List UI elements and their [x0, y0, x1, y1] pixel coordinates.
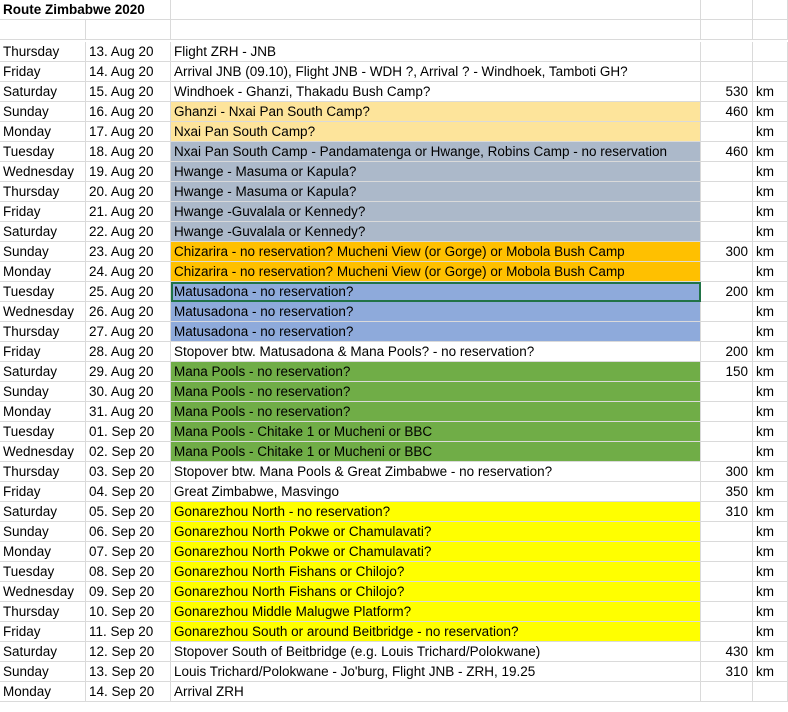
day-cell[interactable]: Wednesday — [0, 442, 86, 462]
unit-cell[interactable]: km — [753, 462, 788, 482]
table-row — [0, 462, 788, 482]
table-row — [0, 322, 788, 342]
activity-cell[interactable]: Mana Pools - no reservation? — [171, 362, 701, 382]
date-cell[interactable]: 14. Aug 20 — [86, 62, 171, 82]
table-row — [0, 602, 788, 622]
table-row — [0, 542, 788, 562]
unit-cell[interactable]: km — [753, 382, 788, 402]
table-row — [0, 502, 788, 522]
activity-cell[interactable]: Ghanzi - Nxai Pan South Camp? — [171, 102, 701, 122]
unit-cell[interactable]: km — [753, 442, 788, 462]
distance-cell[interactable] — [701, 602, 753, 622]
day-cell[interactable]: Sunday — [0, 242, 86, 262]
unit-cell[interactable]: km — [753, 562, 788, 582]
unit-cell[interactable]: km — [753, 202, 788, 222]
date-cell[interactable]: 28. Aug 20 — [86, 342, 171, 362]
activity-cell[interactable]: Stopover South of Beitbridge (e.g. Louis Trichard/Polokwane) — [171, 642, 701, 662]
date-cell[interactable]: 29. Aug 20 — [86, 362, 171, 382]
distance-cell[interactable]: 460 — [701, 102, 753, 122]
table-row — [0, 402, 788, 422]
distance-cell[interactable] — [701, 682, 753, 702]
blank-row — [0, 20, 788, 40]
empty-cell[interactable] — [0, 20, 86, 40]
date-cell[interactable]: 11. Sep 20 — [86, 622, 171, 642]
date-cell[interactable]: 08. Sep 20 — [86, 562, 171, 582]
unit-cell[interactable]: km — [753, 522, 788, 542]
date-cell[interactable]: 06. Sep 20 — [86, 522, 171, 542]
date-cell[interactable]: 27. Aug 20 — [86, 322, 171, 342]
unit-cell[interactable]: km — [753, 282, 788, 302]
date-cell[interactable]: 09. Sep 20 — [86, 582, 171, 602]
activity-cell[interactable]: Great Zimbabwe, Masvingo — [171, 482, 701, 502]
distance-cell[interactable] — [701, 42, 753, 62]
day-cell[interactable]: Thursday — [0, 322, 86, 342]
distance-cell[interactable] — [701, 582, 753, 602]
table-row — [0, 262, 788, 282]
activity-cell[interactable]: Gonarezhou North - no reservation? — [171, 502, 701, 522]
unit-cell[interactable]: km — [753, 162, 788, 182]
day-cell[interactable]: Tuesday — [0, 562, 86, 582]
activity-cell[interactable]: Arrival JNB (09.10), Flight JNB - WDH ?, Arrival ? - Windhoek, Tamboti GH? — [171, 62, 701, 82]
unit-cell[interactable]: km — [753, 142, 788, 162]
date-cell[interactable]: 14. Sep 20 — [86, 682, 171, 702]
distance-cell[interactable] — [701, 522, 753, 542]
day-cell[interactable]: Monday — [0, 542, 86, 562]
unit-cell[interactable]: km — [753, 182, 788, 202]
activity-cell[interactable]: Stopover btw. Mana Pools & Great Zimbabwe - no reservation? — [171, 462, 701, 482]
unit-cell[interactable]: km — [753, 102, 788, 122]
distance-cell[interactable]: 430 — [701, 642, 753, 662]
distance-cell[interactable] — [701, 62, 753, 82]
date-cell[interactable]: 20. Aug 20 — [86, 182, 171, 202]
table-row — [0, 482, 788, 502]
activity-cell[interactable]: Hwange - Masuma or Kapula? — [171, 182, 701, 202]
table-row — [0, 102, 788, 122]
activity-cell[interactable]: Gonarezhou North Fishans or Chilojo? — [171, 582, 701, 602]
activity-cell[interactable]: Matusadona - no reservation? — [171, 322, 701, 342]
table-row — [0, 202, 788, 222]
activity-cell[interactable]: Windhoek - Ghanzi, Thakadu Bush Camp? — [171, 82, 701, 102]
distance-cell[interactable]: 310 — [701, 502, 753, 522]
activity-cell[interactable]: Arrival ZRH — [171, 682, 701, 702]
day-cell[interactable]: Wednesday — [0, 582, 86, 602]
distance-cell[interactable] — [701, 222, 753, 242]
unit-cell[interactable]: km — [753, 582, 788, 602]
day-cell[interactable]: Saturday — [0, 222, 86, 242]
day-cell[interactable]: Saturday — [0, 82, 86, 102]
unit-cell[interactable]: km — [753, 642, 788, 662]
day-cell[interactable]: Tuesday — [0, 422, 86, 442]
table-row — [0, 582, 788, 602]
activity-cell[interactable]: Gonarezhou North Pokwe or Chamulavati? — [171, 542, 701, 562]
activity-cell[interactable]: Gonarezhou South or around Beitbridge - no reservation? — [171, 622, 701, 642]
unit-cell[interactable]: km — [753, 542, 788, 562]
date-cell[interactable]: 10. Sep 20 — [86, 602, 171, 622]
activity-cell[interactable]: Mana Pools - no reservation? — [171, 382, 701, 402]
distance-cell[interactable]: 350 — [701, 482, 753, 502]
date-cell[interactable]: 01. Sep 20 — [86, 422, 171, 442]
day-cell[interactable]: Thursday — [0, 462, 86, 482]
unit-cell[interactable]: km — [753, 482, 788, 502]
activity-cell[interactable]: Gonarezhou North Fishans or Chilojo? — [171, 562, 701, 582]
day-cell[interactable]: Friday — [0, 202, 86, 222]
table-row — [0, 562, 788, 582]
distance-cell[interactable]: 150 — [701, 362, 753, 382]
unit-cell[interactable]: km — [753, 222, 788, 242]
date-cell[interactable]: 13. Aug 20 — [86, 42, 171, 62]
table-row — [0, 162, 788, 182]
distance-cell[interactable] — [701, 442, 753, 462]
table-row — [0, 302, 788, 322]
activity-cell[interactable]: Hwange -Guvalala or Kennedy? — [171, 222, 701, 242]
date-cell[interactable]: 30. Aug 20 — [86, 382, 171, 402]
date-cell[interactable]: 18. Aug 20 — [86, 142, 171, 162]
date-cell[interactable]: 26. Aug 20 — [86, 302, 171, 322]
table-row — [0, 522, 788, 542]
date-cell[interactable]: 21. Aug 20 — [86, 202, 171, 222]
unit-cell[interactable]: km — [753, 422, 788, 442]
distance-cell[interactable]: 200 — [701, 342, 753, 362]
table-row — [0, 182, 788, 202]
distance-cell[interactable] — [701, 322, 753, 342]
unit-cell[interactable]: km — [753, 262, 788, 282]
activity-cell[interactable]: Stopover btw. Matusadona & Mana Pools? - no reservation? — [171, 342, 701, 362]
unit-cell[interactable]: km — [753, 122, 788, 142]
distance-cell[interactable] — [701, 422, 753, 442]
distance-cell[interactable]: 300 — [701, 462, 753, 482]
day-cell[interactable]: Friday — [0, 622, 86, 642]
unit-cell[interactable]: km — [753, 602, 788, 622]
table-row — [0, 142, 788, 162]
unit-cell[interactable]: km — [753, 302, 788, 322]
unit-cell[interactable]: km — [753, 342, 788, 362]
table-row — [0, 422, 788, 442]
date-cell[interactable]: 15. Aug 20 — [86, 82, 171, 102]
activity-cell[interactable]: Mana Pools - Chitake 1 or Mucheni or BBC — [171, 422, 701, 442]
day-cell[interactable]: Wednesday — [0, 162, 86, 182]
distance-cell[interactable] — [701, 562, 753, 582]
date-cell[interactable]: 25. Aug 20 — [86, 282, 171, 302]
day-cell[interactable]: Monday — [0, 682, 86, 702]
activity-cell[interactable]: Gonarezhou Middle Malugwe Platform? — [171, 602, 701, 622]
date-cell[interactable]: 31. Aug 20 — [86, 402, 171, 422]
distance-cell[interactable] — [701, 122, 753, 142]
day-cell[interactable]: Tuesday — [0, 282, 86, 302]
unit-cell[interactable]: km — [753, 662, 788, 682]
table-row — [0, 82, 788, 102]
empty-cell[interactable] — [171, 0, 701, 20]
table-row — [0, 442, 788, 462]
activity-cell[interactable]: Mana Pools - Chitake 1 or Mucheni or BBC — [171, 442, 701, 462]
date-cell[interactable]: 03. Sep 20 — [86, 462, 171, 482]
date-cell[interactable]: 02. Sep 20 — [86, 442, 171, 462]
day-cell[interactable]: Monday — [0, 122, 86, 142]
unit-cell[interactable]: km — [753, 322, 788, 342]
day-cell[interactable]: Monday — [0, 402, 86, 422]
date-cell[interactable]: 22. Aug 20 — [86, 222, 171, 242]
activity-cell[interactable]: Chizarira - no reservation? Mucheni View (or Gorge) or Mobola Bush Camp — [171, 262, 701, 282]
unit-cell[interactable]: km — [753, 242, 788, 262]
distance-cell[interactable]: 310 — [701, 662, 753, 682]
distance-cell[interactable]: 530 — [701, 82, 753, 102]
unit-cell[interactable]: km — [753, 502, 788, 522]
table-row — [0, 282, 788, 302]
date-cell[interactable]: 07. Sep 20 — [86, 542, 171, 562]
distance-cell[interactable] — [701, 542, 753, 562]
date-cell[interactable]: 13. Sep 20 — [86, 662, 171, 682]
table-row — [0, 62, 788, 82]
unit-cell[interactable]: km — [753, 622, 788, 642]
distance-cell[interactable] — [701, 182, 753, 202]
distance-cell[interactable] — [701, 302, 753, 322]
empty-cell[interactable] — [701, 20, 753, 40]
day-cell[interactable]: Friday — [0, 482, 86, 502]
day-cell[interactable]: Friday — [0, 62, 86, 82]
empty-cell[interactable] — [753, 20, 788, 40]
unit-cell[interactable] — [753, 62, 788, 82]
empty-cell[interactable] — [86, 20, 171, 40]
date-cell[interactable]: 05. Sep 20 — [86, 502, 171, 522]
day-cell[interactable]: Monday — [0, 262, 86, 282]
table-row — [0, 122, 788, 142]
unit-cell[interactable]: km — [753, 82, 788, 102]
day-cell[interactable]: Thursday — [0, 42, 86, 62]
day-cell[interactable]: Tuesday — [0, 142, 86, 162]
day-cell[interactable]: Friday — [0, 342, 86, 362]
activity-cell[interactable]: Mana Pools - no reservation? — [171, 402, 701, 422]
day-cell[interactable]: Saturday — [0, 502, 86, 522]
activity-cell[interactable]: Flight ZRH - JNB — [171, 42, 701, 62]
day-cell[interactable]: Thursday — [0, 182, 86, 202]
activity-cell[interactable]: Hwange -Guvalala or Kennedy? — [171, 202, 701, 222]
unit-cell[interactable] — [753, 42, 788, 62]
day-cell[interactable]: Sunday — [0, 102, 86, 122]
table-row — [0, 222, 788, 242]
date-cell[interactable]: 23. Aug 20 — [86, 242, 171, 262]
date-cell[interactable]: 04. Sep 20 — [86, 482, 171, 502]
empty-cell[interactable] — [753, 0, 788, 20]
date-cell[interactable]: 16. Aug 20 — [86, 102, 171, 122]
activity-cell[interactable]: Nxai Pan South Camp? — [171, 122, 701, 142]
date-cell[interactable]: 12. Sep 20 — [86, 642, 171, 662]
table-row — [0, 662, 788, 682]
day-cell[interactable]: Saturday — [0, 362, 86, 382]
sheet-title[interactable]: Route Zimbabwe 2020 — [0, 0, 171, 20]
distance-cell[interactable] — [701, 202, 753, 222]
distance-cell[interactable]: 300 — [701, 242, 753, 262]
distance-cell[interactable] — [701, 262, 753, 282]
day-cell[interactable]: Saturday — [0, 642, 86, 662]
title-row — [0, 0, 788, 20]
day-cell[interactable]: Thursday — [0, 602, 86, 622]
date-cell[interactable]: 17. Aug 20 — [86, 122, 171, 142]
table-row — [0, 682, 788, 702]
unit-cell[interactable]: km — [753, 402, 788, 422]
day-cell[interactable]: Wednesday — [0, 302, 86, 322]
activity-cell[interactable]: Nxai Pan South Camp - Pandamatenga or Hwange, Robins Camp - no reservation — [171, 142, 701, 162]
table-row — [0, 242, 788, 262]
table-row — [0, 382, 788, 402]
activity-cell[interactable]: Gonarezhou North Pokwe or Chamulavati? — [171, 522, 701, 542]
day-cell[interactable]: Sunday — [0, 522, 86, 542]
date-cell[interactable]: 24. Aug 20 — [86, 262, 171, 282]
empty-cell[interactable] — [701, 0, 753, 20]
distance-cell[interactable] — [701, 402, 753, 422]
distance-cell[interactable] — [701, 622, 753, 642]
distance-cell[interactable]: 200 — [701, 282, 753, 302]
table-row — [0, 642, 788, 662]
activity-cell[interactable]: Chizarira - no reservation? Mucheni View (or Gorge) or Mobola Bush Camp — [171, 242, 701, 262]
selected-activity-cell[interactable]: Matusadona - no reservation? — [171, 282, 701, 302]
empty-cell[interactable] — [171, 20, 701, 40]
activity-cell[interactable]: Matusadona - no reservation? — [171, 302, 701, 322]
activity-cell[interactable]: Hwange - Masuma or Kapula? — [171, 162, 701, 182]
table-row — [0, 342, 788, 362]
date-cell[interactable]: 19. Aug 20 — [86, 162, 171, 182]
table-row — [0, 42, 788, 62]
unit-cell[interactable] — [753, 682, 788, 702]
day-cell[interactable]: Sunday — [0, 382, 86, 402]
unit-cell[interactable]: km — [753, 362, 788, 382]
distance-cell[interactable]: 460 — [701, 142, 753, 162]
activity-cell[interactable]: Louis Trichard/Polokwane - Jo'burg, Flight JNB - ZRH, 19.25 — [171, 662, 701, 682]
table-row — [0, 362, 788, 382]
distance-cell[interactable] — [701, 162, 753, 182]
distance-cell[interactable] — [701, 382, 753, 402]
day-cell[interactable]: Sunday — [0, 662, 86, 682]
table-row — [0, 622, 788, 642]
